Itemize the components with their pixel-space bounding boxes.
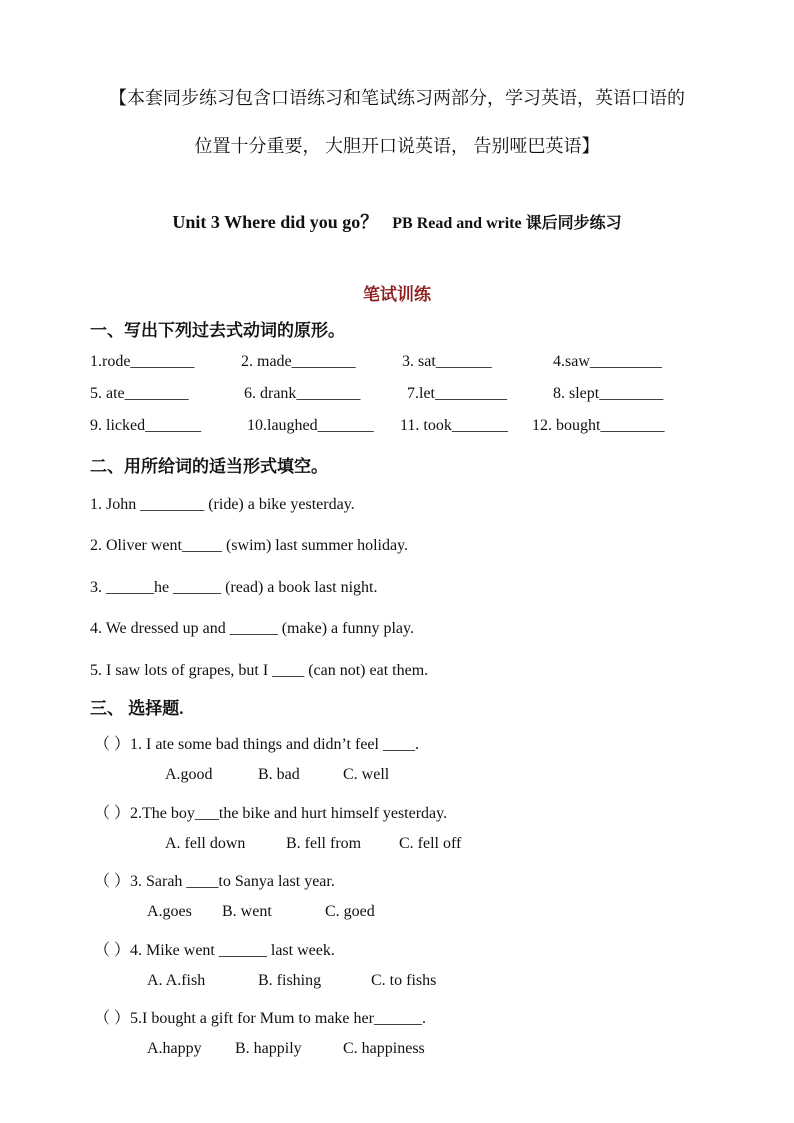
part1-item: 11. took_______ — [400, 417, 508, 434]
part2-item: 1. John ________ (ride) a bike yesterday. — [90, 496, 355, 513]
part1-item: 6. drank________ — [244, 385, 361, 402]
option-a: A.goes — [147, 903, 192, 920]
title-sub: PB Read and write 课后同步练习 — [392, 215, 622, 232]
part1-item: 5. ate________ — [90, 385, 189, 402]
option-a: A. fell down — [165, 835, 246, 852]
option-b: B. went — [222, 903, 272, 920]
part1-item: 12. bought________ — [532, 417, 665, 434]
section-title: 笔试训练 — [363, 285, 431, 304]
part1-item: 8. slept________ — [553, 385, 664, 402]
option-a: A.happy — [147, 1040, 202, 1057]
option-b: B. happily — [235, 1040, 302, 1057]
option-b: B. fell from — [286, 835, 362, 852]
part2-item: 4. We dressed up and ______ (make) a funny play. — [90, 620, 414, 637]
part2-item: 3. ______he ______ (read) a book last night. — [90, 579, 378, 596]
option-c: C. to fishs — [371, 972, 437, 989]
option-c: C. well — [343, 766, 390, 783]
part1-item: 1.rode________ — [90, 353, 195, 370]
option-c: C. fell off — [399, 835, 462, 852]
question: （ ）2.The boy___the bike and hurt himself yesterday. — [94, 805, 448, 822]
intro-line-1: 【本套同步练习包含口语练习和笔试练习两部分，学习英语，英语口语的 — [109, 88, 685, 108]
part2-heading: 二、用所给词的适当形式填空。 — [90, 457, 328, 476]
part1-item: 2. made________ — [241, 353, 356, 370]
part1-item: 9. licked_______ — [90, 417, 202, 434]
option-b: B. bad — [258, 766, 300, 783]
question: （ ）4. Mike went ______ last week. — [94, 942, 335, 959]
question: （ ）3. Sarah ____to Sanya last year. — [94, 873, 335, 890]
part3-heading: 三、 选择题. — [90, 699, 184, 718]
part1-item: 4.saw_________ — [553, 353, 662, 370]
part1-item: 10.laughed_______ — [247, 417, 374, 434]
part1-heading: 一、写出下列过去式动词的原形。 — [90, 321, 345, 340]
option-c: C. happiness — [343, 1040, 425, 1057]
part1-item: 7.let_________ — [407, 385, 507, 402]
intro-line-2: 位置十分重要， 大胆开口说英语， 告别哑巴英语】 — [194, 136, 600, 156]
page-title — [0, 208, 794, 234]
option-a: A. A.fish — [147, 972, 206, 989]
part2-item: 5. I saw lots of grapes, but I ____ (can not) eat them. — [90, 662, 429, 679]
part2-item: 2. Oliver went_____ (swim) last summer holiday. — [90, 537, 409, 554]
question: （ ）1. I ate some bad things and didn’t feel ____. — [94, 736, 419, 753]
part1-item: 3. sat_______ — [402, 353, 492, 370]
question: （ ）5.I bought a gift for Mum to make her______. — [94, 1010, 426, 1027]
option-b: B. fishing — [258, 972, 322, 989]
option-c: C. goed — [325, 903, 375, 920]
title-main: Unit 3 Where did you go？ — [172, 212, 379, 232]
option-a: A.good — [165, 766, 213, 783]
